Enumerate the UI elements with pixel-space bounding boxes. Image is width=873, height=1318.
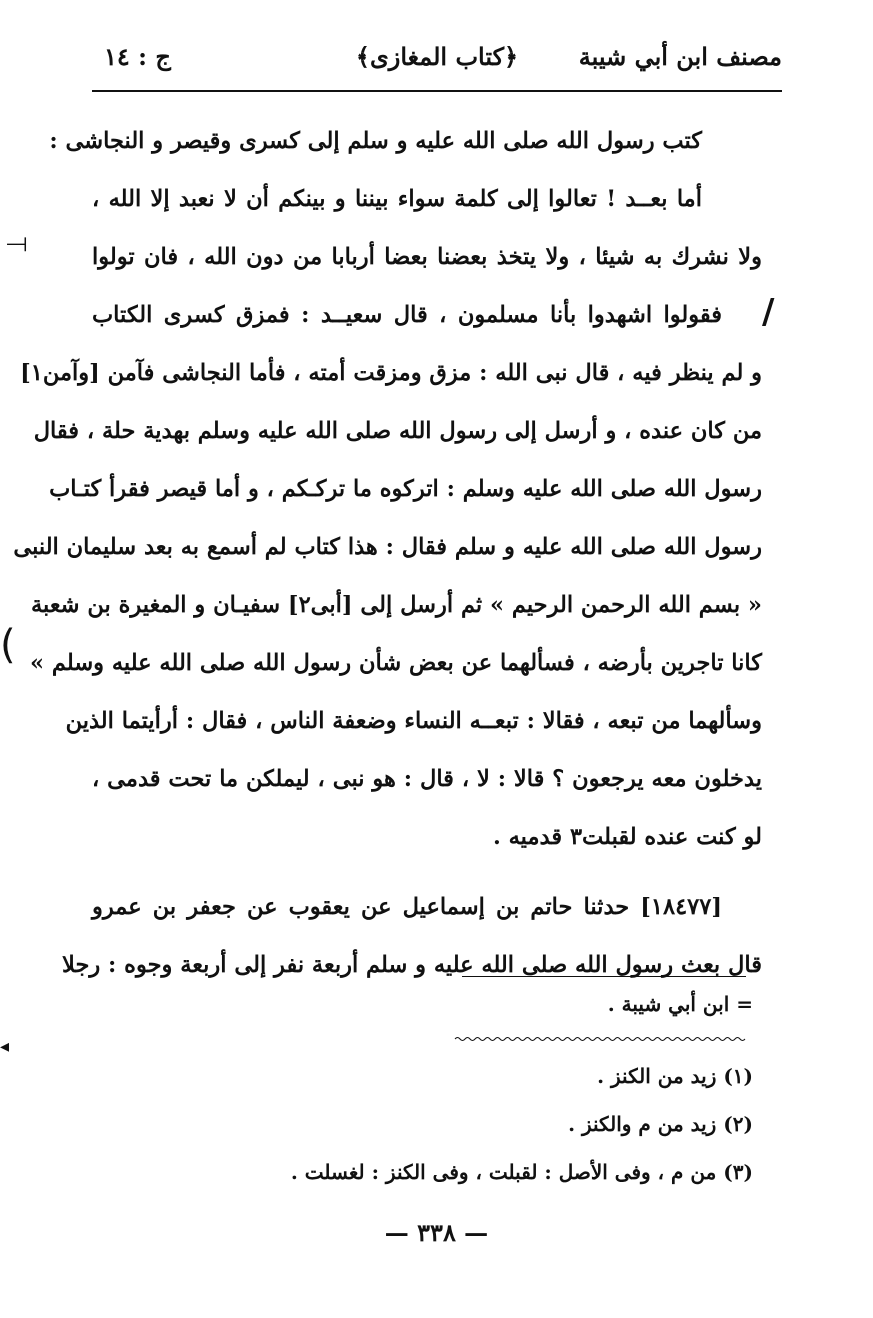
text-line: ولا نشرك به شيئا ، ولا يتخذ بعضنا بعضا أربابا من دون الله ، فان تولوا bbox=[92, 244, 762, 270]
page-number: — ٣٣٨ — bbox=[384, 1218, 489, 1247]
text-line: وسألهما من تبعه ، فقالا : تبعــه النساء وضعفة الناس ، فقال : أرأيتما الذين bbox=[65, 708, 762, 734]
text-line: رسول الله صلى الله عليه و سلم فقال : هذا كتاب لم أسمع به بعد سليمان النبى bbox=[13, 534, 762, 560]
main-text bbox=[13, 112, 762, 994]
text-line: من كان عنده ، و أرسل إلى رسول الله صلى الله عليه وسلم بهدية حلة ، فقال bbox=[33, 418, 762, 444]
footnote-continuation: = ابن أبي شيبة . bbox=[607, 992, 753, 1016]
footnote-item: (٣) من م ، وفى الأصل : لقبلت ، وفى الكنز : لغسلت . bbox=[290, 1160, 753, 1184]
footnote-wavy-rule bbox=[455, 1036, 745, 1042]
footnote-rule bbox=[462, 976, 746, 977]
footnote-item: (١) زيد من الكنز . bbox=[597, 1064, 753, 1088]
header-book-title: ﴿كتاب المغازى﴾ bbox=[355, 42, 519, 71]
text-line: لو كنت عنده لقبلت٣ قدميه . bbox=[492, 824, 762, 850]
text-line: أما بعــد ! تعالوا إلى كلمة سواء بيننا و بينكم أن لا نعبد إلا الله ، bbox=[92, 186, 702, 212]
header-volume: ج : ١٤ bbox=[104, 42, 171, 71]
margin-bracket-mark: ( bbox=[0, 622, 16, 668]
text-line: فقولوا اشهدوا بأنا مسلمون ، قال سعيــد : فمزق كسرى الكتاب bbox=[92, 302, 722, 328]
margin-tick-mark: ◂ bbox=[0, 1036, 10, 1057]
text-line: كانا تاجرين بأرضه ، فسألهما عن بعض شأن رسول الله صلى الله عليه وسلم » bbox=[30, 650, 762, 676]
text-line: يدخلون معه يرجعون ؟ قالا : لا ، قال : هو نبى ، ليملكن ما تحت قدمى ، bbox=[92, 766, 762, 792]
header-rule bbox=[92, 90, 782, 92]
footnote-item: (٢) زيد من م والكنز . bbox=[568, 1112, 753, 1136]
header-work-title: مصنف ابن أبي شيبة bbox=[578, 42, 782, 71]
text-line: رسول الله صلى الله عليه وسلم : اتركوه ما تركـكم ، و أما قيصر فقرأ كتـاب bbox=[49, 476, 762, 502]
margin-slash-mark: / bbox=[762, 292, 775, 332]
text-line: [١٨٤٧٧] حدثنا حاتم بن إسماعيل عن يعقوب عن جعفر بن عمرو bbox=[92, 894, 722, 920]
text-line: كتب رسول الله صلى الله عليه و سلم إلى كسرى وقيصر و النجاشى : bbox=[49, 128, 702, 154]
text-line: « بسم الله الرحمن الرحيم » ثم أرسل إلى [أبى٢] سفيـان و المغيرة بن شعبة bbox=[30, 592, 762, 618]
running-header bbox=[92, 34, 782, 86]
text-line: قال بعث رسول الله صلى الله عليه و سلم أربعة نفر إلى أربعة وجوه : رجلا bbox=[62, 952, 762, 978]
margin-cross-mark: ⟞ bbox=[6, 228, 28, 258]
text-line: و لم ينظر فيه ، قال نبى الله : مزق ومزقت أمته ، فأما النجاشى فآمن [وآمن١] bbox=[20, 360, 762, 386]
